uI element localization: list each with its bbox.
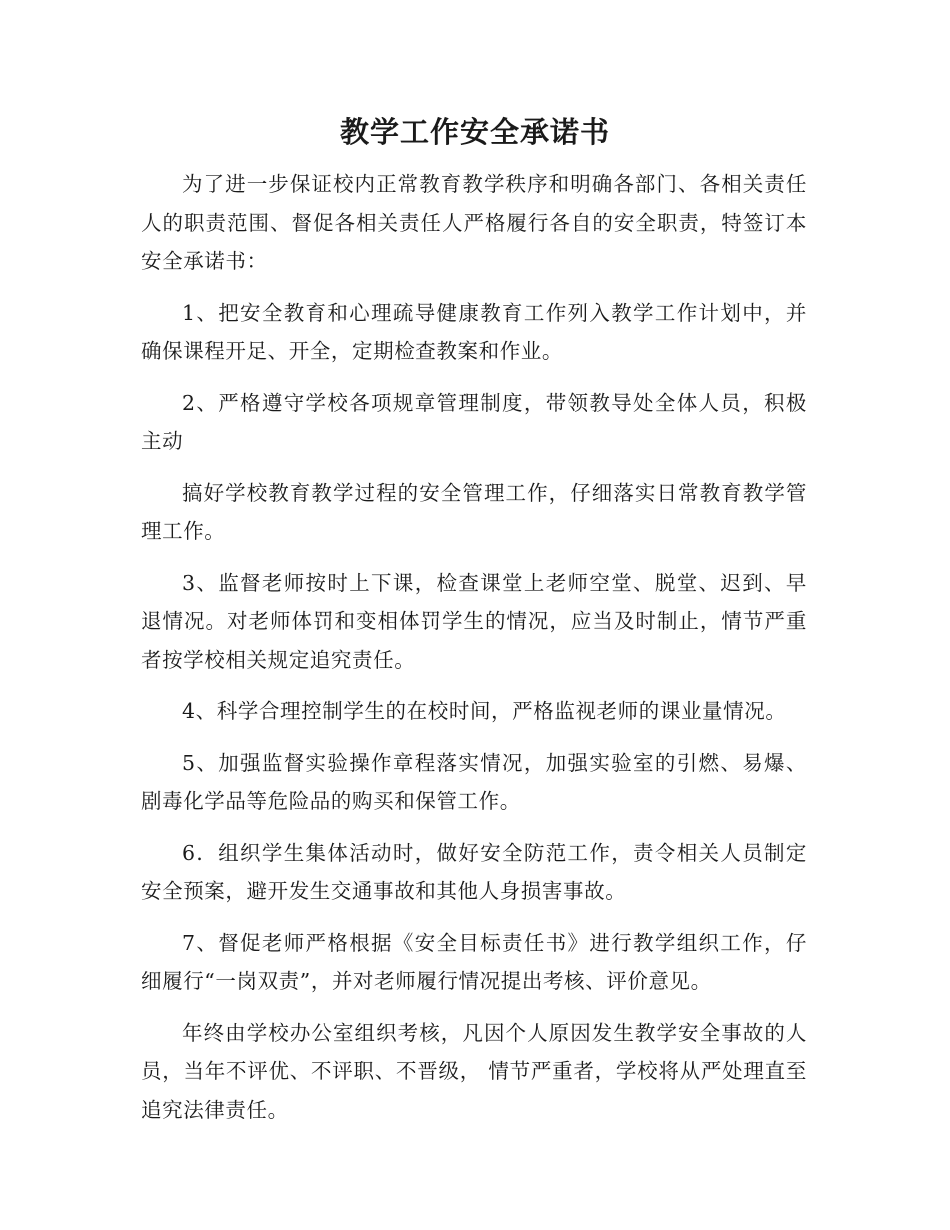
paragraph-item-2: 2、严格遵守学校各项规章管理制度，带领教导处全体人员，积极主动	[141, 390, 807, 453]
paragraph-item-1: 1、把安全教育和心理疏导健康教育工作列入教学工作计划中，并确保课程开足、开全，定期检查教案和作业。	[141, 300, 807, 363]
document-body	[141, 165, 807, 1142]
paragraph-item-5: 5、加强监督实验操作章程落实情况，加强实验室的引燃、易爆、剧毒化学品等危险品的购买和保管工作。	[141, 750, 807, 813]
document-title: 教学工作安全承诺书	[339, 115, 610, 149]
paragraph-item-7: 7、督促老师严格根据《安全目标责任书》进行教学组织工作，仔细履行“一岗双责”，并对老师履行情况提出考核、评价意见。	[141, 930, 807, 993]
paragraph-item-2-continued: 搞好学校教育教学过程的安全管理工作，仔细落实日常教育教学管理工作。	[141, 480, 807, 543]
paragraph-item-3: 3、监督老师按时上下课，检查课堂上老师空堂、脱堂、迟到、早退情况。对老师体罚和变相体罚学生的情况，应当及时制止，情节严重者按学校相关规定追究责任。	[141, 570, 807, 672]
paragraph-item-4: 4、科学合理控制学生的在校时间，严格监视老师的课业量情况。	[182, 699, 787, 723]
paragraph-item-6: 6．组织学生集体活动时，做好安全防范工作，责令相关人员制定安全预案，避开发生交通事故和其他人身损害事故。	[141, 840, 807, 903]
paragraph-intro: 为了进一步保证校内正常教育教学秩序和明确各部门、各相关责任人的职责范围、督促各相关责任人严格履行各自的安全职责，特签订本安全承诺书：	[141, 172, 807, 273]
paragraph-conclusion: 年终由学校办公室组织考核，凡因个人原因发生教学安全事故的人员，当年不评优、不评职、不晋级， 情节严重者，学校将从严处理直至追究法律责任。	[141, 1020, 807, 1122]
